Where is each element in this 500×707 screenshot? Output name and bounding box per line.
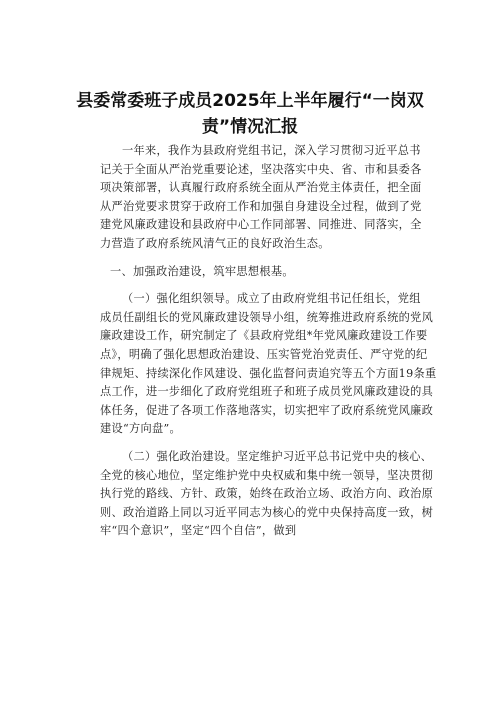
paragraph-line: 体任务，促进了各项工作落地落实，切实把牢了政府系统党风廉政: [100, 403, 434, 417]
paragraph-line: 点工作，进一步细化了政府党组班子和班子成员党风廉政建设的具: [100, 385, 434, 399]
title-line-2: 责”情况汇报: [201, 117, 299, 137]
paragraph-line: 廉政建设工作，研究制定了《县政府党组*年党风廉政建设工作要: [100, 329, 428, 343]
item-two-paragraph: [100, 448, 438, 541]
section-heading: 一、加强政治建设，筑牢思想根基。: [110, 264, 294, 278]
paragraph-line: 从严治党要求贯穿于政府工作和加强自身建设全过程，做到了党: [100, 199, 422, 213]
paragraph-line: 力营造了政府系统风清气正的良好政治生态。: [100, 236, 330, 250]
paragraph-line: 项决策部署，认真履行政府系统全面从严治党主体责任，把全面: [100, 181, 422, 195]
paragraph-line: 记关于全面从严治党重要论述，坚决落实中央、省、市和县委各: [100, 162, 422, 176]
paragraph-line: 建设“方向盘”。: [100, 422, 181, 436]
paragraph-line: （二）强化政治建设。坚定维护习近平总书记党中央的核心、: [122, 449, 433, 463]
paragraph-line: 执行党的路线、方针、政策，始终在政治立场、政治方向、政治原: [100, 487, 434, 501]
spacer: [100, 281, 438, 290]
paragraph-line: 全党的核心地位，坚定维护党中央权威和集中统一领导，坚决贯彻: [100, 468, 434, 482]
spacer: [100, 439, 438, 448]
paragraph-line: 则、政治道路上同以习近平同志为核心的党中央保持高度一致，树: [100, 505, 434, 519]
title-line-1: 县委常委班子成员2025年上半年履行“一岗双: [76, 91, 424, 111]
paragraph-line: 建党风廉政建设和县政府中心工作同部署、同推进、同落实，全: [100, 218, 422, 232]
document-body: [100, 142, 438, 541]
spacer: [100, 254, 438, 263]
paragraph-line: 律规矩、持续深化作风建设、强化监督问责追究等五个方面19条重: [100, 366, 437, 380]
paragraph-line: 牢“四个意识”，坚定“四个自信”，做到: [100, 524, 297, 538]
paragraph-line: （一）强化组织领导。成立了由政府党组书记任组长，党组: [122, 292, 421, 306]
document-title: [60, 88, 440, 140]
paragraph-line: 点》，明确了强化思想政治建设、压实管党治党责任、严守党的纪: [100, 347, 428, 361]
paragraph-line: 一年来，我作为县政府党组书记，深入学习贯彻习近平总书: [122, 144, 421, 157]
item-one-paragraph: [100, 290, 438, 439]
intro-paragraph: [100, 142, 438, 254]
paragraph-line: 成员任副组长的党风廉政建设领导小组，统筹推进政府系统的党风: [100, 310, 434, 324]
